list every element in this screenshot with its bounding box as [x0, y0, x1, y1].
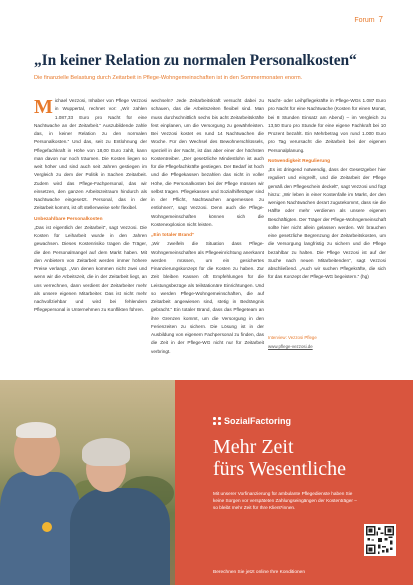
section-heading: Unbezahlbare Personalkosten	[34, 216, 103, 222]
brand-name: SozialFactoring	[224, 416, 292, 426]
article-subtitle: Die finanzielle Belastung durch Zeitarbeit in Pflege-Wohngemeinschaften ist in den Sommermonaten enorm.	[34, 75, 303, 81]
logo-icon	[213, 417, 221, 425]
qr-code-icon[interactable]	[364, 524, 396, 556]
drop-cap: M	[34, 96, 53, 118]
flower-icon	[42, 522, 52, 532]
paragraph: „Es ist dringend notwendig, dass der Gesetzgeber hier reguliert und eingreift, und die Zeitarbeit der Pflege gemäß den Pflegeschein deckelt“, sagt Vezzosi und fügt hinzu: „Wir leben in einer Kostenfalle im Markt, der den wenigen Nachtwachen derart zugutekommt, dass sie die Hälfte oder mehr verdienen als unsere eigenen Beschäftigten. Der Träger der Pflege-Wohngemeinschaft sollte hier nicht allein gelassen werden. Wir brauchen eine gesetzliche Begrenzung der Zeitarbeitskosten, um die Versorgung langfristig zu sichern und die Pflege bezahlbar zu halten. Die Pflege Vezzosi ist auf der Suche nach neuen Mitarbeitenden“, sagt Vezzosi abschließend. „Auch wir suchen Pflegekräfte, die sich für das Konzept der Pflege-WG begeistern.“ (hg)	[268, 167, 386, 280]
ad-headline-line-2: fürs Wesentliche	[213, 458, 346, 480]
paragraph: ichael Vezzosi, Inhaber von Pflege Vezzosi in Wuppertal, rechnet vor: „Wir zahlen 1.087,33 Euro pro Nacht für eine Nachtwache an der Zeitarbeit.“ Auszubildende zahle das, in keiner Relation zu den normalen Personalkosten.“ Und das, seit zu Entlohnung der Pflegefachkraft in Höhe von 18,00 Euro zahlt, kann man davon nur noch träumen. Die Kosten liegen so weit höher und sind auch seit Jahren gestiegen im Vergleich zu dem der Politik in Sachen Zeitarbeit. Zudem wird das Pflege-Fachpersonal, das wir einsetzen, den ganzen Arbeitszeitraum hindurch als Nachtwache eingesetzt. Personal, das in der Zeitarbeit kommt, ist oft stellenweise sehr flexibel.	[34, 98, 147, 211]
article-title: „In keiner Relation zu normalen Personalkosten“	[34, 52, 357, 69]
ad-headline	[213, 436, 346, 480]
ad-headline-line-1: Mehr Zeit	[213, 436, 294, 458]
paragraph: Nacht- oder Leihpflegekräfte in Pflege-WGs 1.087 Euro pro Nacht für eine Nachtwache (Kosten für einen Monat, bei 8 Stunden Einsatz am Abend) – im Vergleich zu 13,50 Euro pro Stunde für eine eigene Fachkraft bei 10 Prozent bezahlt. Ein Mehrbetrag von rund 1.000 Euro pro Tag verursacht die Zeitarbeit bei der eigenen Personalplanung.	[268, 98, 386, 153]
ad-cta-link[interactable]: Berechnen Sie jetzt online Ihre Konditionen	[213, 570, 306, 575]
author-credit: Interview: Vezzosi Pflege	[268, 335, 317, 340]
advertisement[interactable]	[0, 380, 413, 585]
paragraph: wechseln? Jede Zeitarbeitskraft versucht dabei zu schauen, das die Arbeitszeiten flexibel sind. Man muss durchschnittlich sechs bis acht Zeitarbeitskräfte fest einplanen, um die Versorgung zu gewährleisten. Bei Vezzosi kostet es rund 14 Nachtwachen die Woche. Für den Wechsel des Bewohnerschlüssels, speziell in der Nacht, ist das aber einer der höchsten Kostentreiber. „Der gesetzliche Mindestlohn ist auch für die Pflegefachkräfte gestiegen. Der Bedarf ist hoch und die Pflegekassen bezahlen das nicht in voller Höhe, die Personalkosten bei der Pflege müssen wir selbst tragen. Pflegekassen und Sozialhilfeträger sind in der Pflicht, Nachtwachen angemessen zu entlohnen“, sagt Vezzosi. Denn auch die Pflege-Wohngemeinschaften können sich die Kostenexplosion nicht leisten.	[151, 98, 264, 227]
author-link[interactable]: www.pflege-vezzosi.de	[268, 344, 313, 349]
man-figure	[0, 472, 80, 585]
section-heading: „Ein totaler Brand“	[151, 233, 195, 238]
woman-hair	[82, 438, 130, 466]
article-column-2	[151, 97, 264, 356]
woman-figure	[70, 488, 170, 585]
section-label: Forum	[354, 17, 375, 24]
paragraph: „Wir zweifeln die Situation dass Pflege-Wohngemeinschaften als Pflegeeinrichtung anerkannt werden müssen, um ein gesichertes Finanzierungskonzept für die Kosten zu haben. Zur Zeit bleiben Kassen oft Empfehlungen für die Leistungsbezüge als teilstationäre Einrichtungen. Und so werden Pflege-Wohngemeinschaften, die auf Zeitarbeit angewiesen sind, stetig in Bedrängnis gebracht.“ Ein totaler Brand, dass das Pflegeteam an ihre Grenzen kommt, um die Versorgung in den Ferienzeiten zu sichern. Die Lösung ist in der Ausbildung von eigenem Fachpersonal zu finden, das die Zeit in der Pflege-WG nicht nur für Zeitarbeit verbringt.	[151, 241, 264, 354]
paragraph: „Das ist eigentlich der Zeitarbeit“, sagt Vezzosi. Die Kosten für Leiharbeit wurde in den Jahren gewachsen. Dieses Kostenrisiko tragen die Träger, die den Personalmangel auf dem Markt haben. Mit den Anbietern von Zeitarbeit werden immer höhere Preise verlangt. „Von denen kommen nicht zwei und wenn wir die Arbeitszeit, die in der Zeitarbeit liegt, an uns verrechnen, dann verdient der Zeitarbeiter mehr als unsere eigenen Mitarbeiter. Das ist nicht mehr nachvollziehbar und wird bei fehlendem Pflegepersonal in Unternehmen zu Konflikten führen.	[34, 224, 147, 313]
article-column-3	[268, 97, 386, 282]
section-heading: Notwendigkeit Regulierung	[268, 158, 331, 164]
ad-photo	[0, 380, 175, 585]
man-hair	[16, 422, 56, 438]
article-column-1	[34, 97, 147, 315]
page-number: 7	[378, 15, 383, 24]
ad-body: Mit unserer Vorfinanzierung für ambulante Pflegedienste haben Sie keine Sorgen vor verspäteten Zahlungseingängen der Kostenträger – so bleibt mehr Zeit für Ihre Klient*innen.	[213, 491, 357, 510]
page-header	[354, 15, 383, 24]
ad-logo	[213, 416, 291, 426]
